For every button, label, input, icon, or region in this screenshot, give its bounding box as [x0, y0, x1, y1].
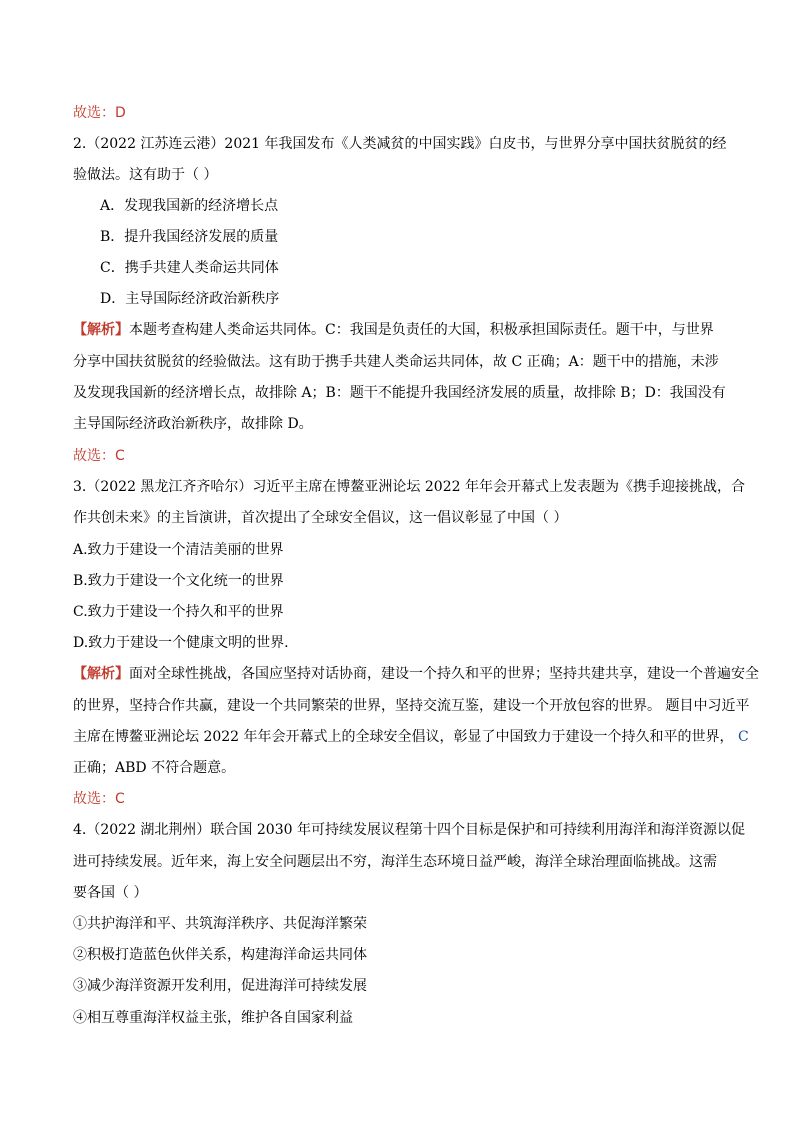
q4-stem-line2: 进可持续发展。近年来，海上安全问题层出不穷，海洋生态环境日益严峻，海洋全球治理面临挑战。这需 [73, 854, 717, 870]
q3-option-c: C.致力于建设一个持久和平的世界 [73, 604, 284, 620]
q4-item-2: ②积极打造蓝色伙伴关系，构建海洋命运共同体 [73, 947, 367, 963]
q3-analysis-line2: 的世界，坚持合作共赢，建设一个共同繁荣的世界，坚持交流互鉴，建设一个开放包容的世界。 题目中习近平 [73, 698, 750, 714]
q3-analysis-option-c: C [737, 729, 749, 745]
q3-option-d: D.致力于建设一个健康文明的世界. [73, 635, 289, 651]
q4-item-4: ④相互尊重海洋权益主张，维护各自国家利益 [73, 1010, 353, 1026]
q3-stem-line1: 3.（2022 黑龙江齐齐哈尔）习近平主席在博鳌亚洲论坛 2022 年年会开幕式上发表题为《携手迎接挑战，合 [73, 479, 745, 495]
q2-option-d: D．主导国际经济政治新秩序 [100, 291, 280, 307]
q2-stem-line2: 验做法。这有助于（ ） [73, 167, 218, 183]
q2-analysis-line3: 及发现我国新的经济增长点，故排除 A；B：题干不能提升我国经济发展的质量，故排除 B；D：我国没有 [73, 385, 726, 401]
q4-item-1: ①共护海洋和平、共筑海洋秩序、共促海洋繁荣 [73, 916, 367, 932]
q3-option-b: B.致力于建设一个文化统一的世界 [73, 573, 284, 589]
q3-analysis-tag: 【解析】 [73, 666, 129, 682]
q3-analysis-text3: 主席在博鳌亚洲论坛 2022 年年会开幕式上的全球安全倡议，彰显了中国致力于建设一个持久和平的世界， [73, 729, 734, 745]
q2-analysis-line4: 主导国际经济政治新秩序，故排除 D。 [73, 416, 313, 432]
q2-answer: 故选：C [73, 448, 125, 464]
q2-option-c: C．携手共建人类命运共同体 [100, 260, 279, 276]
q2-analysis-text1: 本题考查构建人类命运共同体。C：我国是负责任的大国，积极承担国际责任。题干中，与世界 [129, 322, 714, 338]
q2-analysis-line1 [73, 320, 733, 340]
q2-analysis-tag: 【解析】 [73, 322, 129, 338]
q3-option-a: A.致力于建设一个清洁美丽的世界 [73, 542, 284, 558]
q4-stem-line3: 要各国（ ） [73, 885, 148, 901]
q3-answer: 故选：C [73, 791, 125, 807]
q2-analysis-line2: 分享中国扶贫脱贫的经验做法。这有助于携手共建人类命运共同体，故 C 正确；A：题干中的措施，未涉 [73, 354, 719, 370]
q3-stem-line2: 作共创未来》的主旨演讲，首次提出了全球安全倡议，这一倡议彰显了中国（ ） [73, 510, 568, 526]
q3-analysis-text1: 面对全球性挑战，各国应坚持对话协商，建设一个持久和平的世界；坚持共建共享，建设一个普遍安全 [129, 666, 759, 682]
q2-stem-line1: 2.（2022 江苏连云港）2021 年我国发布《人类减贫的中国实践》白皮书，与世界分享中国扶贫脱贫的经 [73, 136, 727, 152]
q2-option-b: B．提升我国经济发展的质量 [100, 229, 279, 245]
q3-analysis-line1 [73, 664, 759, 684]
q4-item-3: ③减少海洋资源开发利用，促进海洋可持续发展 [73, 978, 367, 994]
q1-answer: 故选：D [73, 105, 126, 121]
q4-stem-line1: 4.（2022 湖北荆州）联合国 2030 年可持续发展议程第十四个目标是保护和可持续利用海洋和海洋资源以促 [73, 822, 745, 838]
q3-analysis-line3 [73, 727, 749, 747]
q3-analysis-line4: 正确；ABD 不符合题意。 [73, 760, 236, 776]
q2-option-a: A．发现我国新的经济增长点 [100, 198, 279, 214]
